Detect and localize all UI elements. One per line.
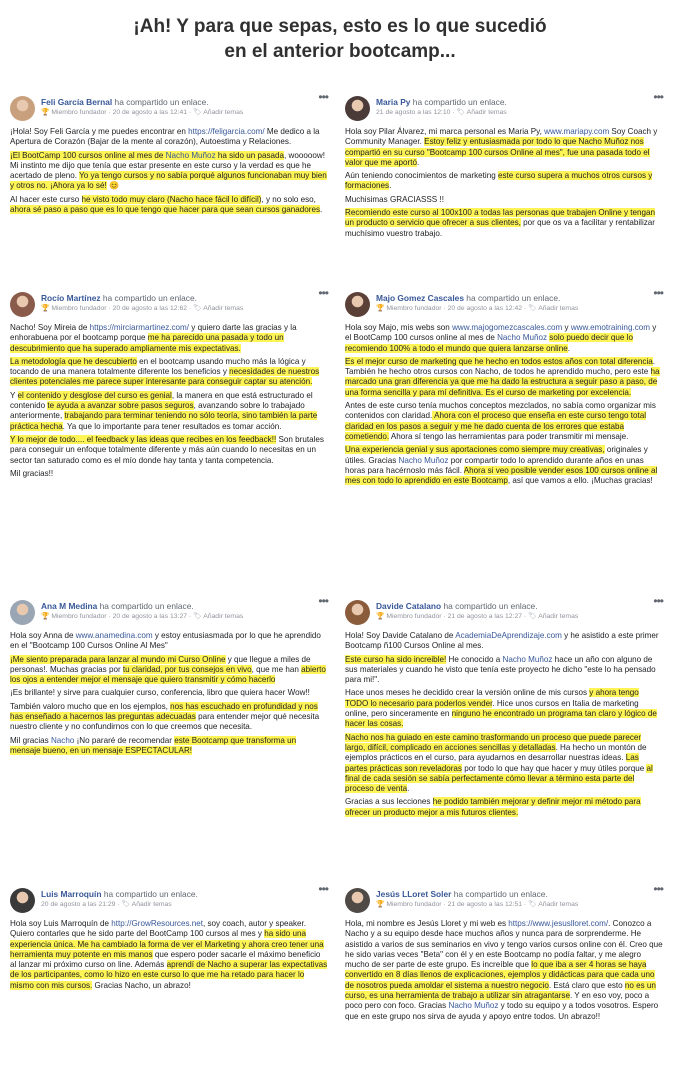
highlighted-text: ha sido un pasada bbox=[215, 150, 285, 160]
post-body bbox=[10, 323, 328, 479]
highlighted-text: La metodología que he descubierto bbox=[10, 356, 137, 366]
add-topics-link[interactable]: Añadir temas bbox=[131, 901, 172, 908]
avatar[interactable] bbox=[10, 96, 35, 121]
text-segment: Y bbox=[10, 390, 18, 400]
text-segment: para entender mejor qué necesita nuestro cliente y no confundirnos con lo que creemos que necesita. bbox=[10, 712, 320, 732]
text-segment: ¡No pararé de recomendar bbox=[74, 735, 175, 745]
text-segment: También valoro mucho que en los ejemplos, bbox=[10, 701, 171, 711]
post-body bbox=[345, 631, 663, 818]
post-paragraph bbox=[345, 797, 663, 818]
text-link[interactable]: http://GrowResources.net bbox=[111, 919, 204, 928]
post-body bbox=[345, 127, 663, 239]
post-paragraph bbox=[345, 688, 663, 729]
testimonial-post bbox=[345, 882, 663, 1025]
text-segment: , que me han bbox=[251, 664, 302, 674]
highlighted-text: ha sido una experiencia única. Me ha cambiado la forma de ver el Marketing y ahora creo tener una herramienta muy potente en mis manos bbox=[10, 929, 324, 959]
post-date[interactable]: 20 de agosto a las 12:62 · bbox=[112, 305, 194, 312]
post-paragraph bbox=[10, 688, 328, 698]
text-segment: y bbox=[562, 323, 571, 332]
shared-text: ha compartido un enlace. bbox=[441, 601, 538, 611]
post-paragraph bbox=[345, 631, 663, 652]
avatar[interactable] bbox=[345, 96, 370, 121]
post-sub bbox=[376, 304, 643, 314]
post-paragraph bbox=[10, 469, 328, 479]
text-segment: . Hice unos cursos en Italia de marketing online, pero sinceramente en bbox=[345, 698, 639, 719]
post-date[interactable]: 20 de agosto a las 12:41 · bbox=[112, 109, 194, 116]
highlighted-text: y ahora tengo TODO lo necesario para poderlos vender bbox=[345, 688, 639, 708]
more-options-icon[interactable]: ••• bbox=[318, 286, 328, 300]
text-link[interactable]: www.majogomezcascales.com bbox=[452, 323, 563, 332]
post-date[interactable]: 21 de agosto a las 12:51 · bbox=[447, 901, 529, 908]
text-segment: que espero poder sacarle el máximo beneficio al lanzar mi próximo curso on line. Además bbox=[10, 949, 321, 970]
text-segment: Gracias Nacho, un abrazo! bbox=[92, 980, 191, 990]
text-segment: por que os va a facilitar y rentabilizar muchísimo vuestro trabajo. bbox=[345, 218, 655, 238]
post-paragraph bbox=[345, 195, 663, 205]
post-date[interactable]: 21 de agosto a las 12:10 · bbox=[376, 109, 457, 116]
founder-badge: Miembro fundador · bbox=[51, 305, 113, 312]
text-segment: originales y útiles. Gracias bbox=[345, 445, 648, 465]
highlighted-text: Yo ya tengo cursos y no sabía porqué algunos funcionaban muy bien y otros no. ¡Ahora ya lo sé! bbox=[10, 171, 327, 191]
text-segment: Hola soy Majo, mis webs son bbox=[345, 323, 453, 332]
highlighted-text: he podido también mejorar y definir mejor mi método para ofrecer un producto mejor a mis futuros clientes. bbox=[345, 797, 641, 817]
shared-text: ha compartido un enlace. bbox=[101, 889, 198, 899]
text-segment: , y no solo eso, bbox=[261, 194, 316, 204]
text-segment: . Y en eso voy, poco a poco pero con foco. Gracias bbox=[345, 991, 650, 1011]
post-body bbox=[10, 631, 328, 756]
more-options-icon[interactable]: ••• bbox=[318, 882, 328, 896]
post-paragraph bbox=[10, 919, 328, 991]
avatar[interactable] bbox=[10, 292, 35, 317]
founder-badge-icon: 🏆 bbox=[41, 305, 52, 312]
post-date[interactable]: 21 de agosto a las 12:27 · bbox=[447, 613, 529, 620]
name-line bbox=[41, 97, 308, 108]
text-segment: Muchas gracias por bbox=[47, 664, 123, 674]
text-segment: . bbox=[320, 205, 323, 215]
shared-text: ha compartido un enlace. bbox=[463, 293, 561, 303]
highlighted-text: he visto todo muy claro (Nacho hace fácil lo difícil) bbox=[81, 194, 262, 204]
founder-badge: Miembro fundador · bbox=[386, 901, 448, 908]
add-topics-link[interactable]: Añadir temas bbox=[538, 613, 579, 620]
text-segment: 😊 bbox=[106, 181, 120, 191]
text-segment: He conocido a bbox=[446, 654, 503, 664]
post-sub bbox=[41, 900, 308, 910]
highlighted-text: trabajando para terminar teniendo no sólo teoría, sino también la parte práctica hecha bbox=[10, 411, 318, 431]
text-segment: . Conozco a Nacho y a su equipo desde hace muchos años y nunca para de sorprenderme. He asistido a varios de sus seminarios en vivo y tengo varios cursos online con él. Creo que he sido varias veces "Beta" con él y en este Bootcamp no podía faltar, y me alegro mucho de ser parte de este grupo. Es increíble que bbox=[345, 919, 663, 970]
tag-icon: 🏷 bbox=[528, 613, 539, 620]
text-segment: Mil gracias!! bbox=[10, 468, 54, 478]
text-link[interactable]: Nacho Muñoz bbox=[502, 654, 553, 664]
author-name[interactable]: Luis Marroquín bbox=[41, 889, 102, 899]
post-header bbox=[345, 90, 663, 124]
post-header bbox=[345, 286, 663, 320]
post-header bbox=[10, 286, 328, 320]
text-segment: por todo lo que hay que hacer y muy útiles porque bbox=[461, 763, 647, 773]
text-segment: . bbox=[389, 181, 392, 191]
post-header bbox=[10, 90, 328, 124]
founder-badge-icon: 🏆 bbox=[376, 613, 387, 620]
post-date[interactable]: 20 de agosto a las 13:27 · bbox=[112, 613, 194, 620]
post-paragraph bbox=[345, 445, 663, 486]
add-topics-link[interactable]: Añadir temas bbox=[538, 901, 579, 908]
post-sub bbox=[376, 900, 643, 910]
heading-line-1: ¡Ah! Y para que sepas, esto es lo que sucedió bbox=[133, 16, 547, 37]
founder-badge: Miembro fundador · bbox=[51, 109, 113, 116]
testimonial-post bbox=[10, 286, 328, 482]
text-segment: . bbox=[417, 157, 420, 167]
name-line bbox=[376, 889, 643, 900]
text-segment: . Ha hecho un montón de ejemplos prácticos en el curso, para ayudarnos en desarrollar nuestras ideas. bbox=[345, 742, 647, 763]
text-segment: Aún teniendo conocimientos de marketing bbox=[345, 171, 498, 181]
post-paragraph bbox=[10, 151, 328, 192]
text-segment: Son brutales para conseguir un enfoque totalmente diferente y más aún cuando lo necesitas en un sector tan saturado como es el mío donde hay tanta y tanta competencia. bbox=[10, 434, 324, 465]
text-segment: y el BootCamp 100 cursos online al mes de bbox=[345, 323, 657, 343]
post-meta bbox=[41, 601, 308, 622]
highlighted-text: ha marcado una gran diferencia ya que me ha dado la estructura a seguir paso a paso, de una forma sencilla y para mí definitiva. Es el curso de marketing por excelencia. bbox=[345, 367, 660, 397]
tag-icon: 🏷 bbox=[528, 305, 539, 312]
post-body bbox=[10, 919, 328, 991]
post-header bbox=[345, 594, 663, 628]
text-link[interactable]: www.anamedina.com bbox=[75, 631, 153, 640]
testimonial-post bbox=[345, 594, 663, 821]
text-segment: Hola soy Anna de bbox=[10, 631, 76, 640]
post-header bbox=[10, 882, 328, 916]
post-meta bbox=[376, 889, 643, 910]
post-paragraph bbox=[345, 733, 663, 795]
post-paragraph bbox=[10, 631, 328, 652]
tag-icon: 🏷 bbox=[193, 305, 204, 312]
add-topics-link[interactable]: Añadir temas bbox=[203, 305, 244, 312]
text-segment: y quiero darte las gracias y la enhorabuena por el bootcamp porque bbox=[10, 323, 297, 343]
highlighted-text: al final de cada sesión se sabía perfectamente cómo llevar a término esta parte del proceso de venta bbox=[345, 763, 653, 794]
name-line bbox=[376, 293, 643, 304]
highlighted-text: Es el mejor curso de marketing que he hecho en todos estos años con total diferencia bbox=[345, 356, 653, 366]
more-options-icon[interactable]: ••• bbox=[318, 594, 328, 608]
text-segment: . Ya que lo importante para tener resultados es tomar acción. bbox=[62, 421, 282, 431]
avatar[interactable] bbox=[10, 888, 35, 913]
text-segment: . bbox=[407, 784, 410, 794]
text-segment: y estoy entusiasmada por lo que he aprendido en el "Bootcamp 100 Cursos Online Al Mes" bbox=[10, 631, 321, 651]
post-paragraph bbox=[345, 171, 663, 192]
post-sub bbox=[41, 612, 308, 622]
testimonial-post bbox=[345, 90, 663, 242]
text-link[interactable]: Nacho Muñoz bbox=[398, 455, 449, 465]
text-segment: en el bootcamp usando mucho más la lógica y tocando de una manera totalmente diferente los beneficios y bbox=[10, 356, 306, 377]
text-segment: , así que vamos a ello. ¡Muchas gracias! bbox=[507, 476, 653, 486]
author-name[interactable]: Rocío Martínez bbox=[41, 293, 101, 303]
text-segment: Nacho! Soy Mireia de bbox=[10, 323, 90, 332]
text-segment: por compartir todo lo aprendido durante años en unas horas para hacérnoslo más fácil. bbox=[345, 455, 644, 475]
highlighted-text: Ahora con el proceso que enseña en este curso tengo total claridad en los pasos a seguir y me he dado cuenta de los errores que estaba cometiendo. bbox=[345, 411, 647, 441]
highlighted-link[interactable]: Nacho Muñoz bbox=[165, 150, 216, 160]
post-paragraph bbox=[10, 127, 328, 148]
text-segment: Muchisimas GRACIASSS !! bbox=[345, 194, 444, 204]
tag-icon: 🏷 bbox=[528, 901, 539, 908]
text-segment: . bbox=[567, 343, 570, 353]
text-segment: Hola, mi nombre es Jesús Lloret y mi web es bbox=[345, 919, 509, 928]
text-segment: Me dedico a la Apertura de Corazón (Bajar de la mente al corazón), Autoestima y Relaciones. bbox=[10, 127, 320, 147]
founder-badge-icon: 🏆 bbox=[376, 305, 387, 312]
highlighted-text: solo puedo decir que lo recomiendo 100% a todo el mundo que quiera lanzarse online bbox=[345, 333, 633, 353]
highlighted-text: Nacho nos ha guiado en este camino trasformando un proceso que puede parecer largo, difícil, complicado en acciones sencillas y detalladas bbox=[345, 732, 642, 752]
highlighted-text: Recomiendo este curso al 100x100 a todas las personas que trabajen Online y tengan un producto o servicio que ofrecer a sus clientes, bbox=[345, 208, 656, 228]
founder-badge-icon: 🏆 bbox=[41, 613, 52, 620]
post-paragraph bbox=[345, 655, 663, 686]
text-segment: Hola! Soy Davide Catalano de bbox=[345, 631, 456, 640]
add-topics-link[interactable]: Añadir temas bbox=[203, 109, 244, 116]
text-segment: Ahora sí tengo las herramientas para poder transmitir mi mensaje. bbox=[389, 431, 629, 441]
post-paragraph bbox=[345, 127, 663, 168]
post-meta bbox=[41, 293, 308, 314]
highlighted-text: aprendí de Nacho a superar las expectativas de los participantes, como lo hizo en este curso lo que me ha retado para hacer lo mismo con mis cursos. bbox=[10, 960, 328, 990]
text-link[interactable]: Nacho Muñoz bbox=[448, 1001, 499, 1011]
author-name[interactable]: Jesús LLoret Soler bbox=[376, 889, 452, 899]
highlighted-text: el contenido y desglose del curso es genial bbox=[17, 390, 172, 400]
highlighted-text: Una experiencia genial y sus aportaciones como siempre muy creativas, bbox=[345, 445, 605, 455]
author-name[interactable]: Majo Gomez Cascales bbox=[376, 293, 464, 303]
shared-text: ha compartido un enlace. bbox=[410, 97, 507, 107]
highlighted-text: Las partes prácticas son reveladoras bbox=[345, 753, 639, 773]
highlighted-text: ahora sé paso a paso que es lo que tengo que hacer para que sean cursos ganadores bbox=[10, 205, 321, 215]
testimonial-post bbox=[10, 90, 328, 218]
text-segment: . También he hecho otros cursos con Nacho, de todos he aprendido mucho, pero este bbox=[345, 356, 655, 377]
post-paragraph bbox=[10, 702, 328, 733]
text-segment: , avanzando sobre lo trabajado anteriormente, bbox=[10, 401, 305, 421]
highlighted-text: me ha parecido una pasada y todo un descubrimiento que ha superado ampliamente mis expectativas. bbox=[10, 333, 284, 353]
text-link[interactable]: Nacho bbox=[50, 735, 75, 745]
name-line bbox=[376, 601, 643, 612]
text-segment: . Está claro que esto bbox=[548, 980, 625, 990]
post-meta bbox=[41, 97, 308, 118]
tag-icon: 🏷 bbox=[193, 613, 204, 620]
post-date[interactable]: 20 de agosto a las 21:29 · bbox=[41, 901, 122, 908]
more-options-icon[interactable]: ••• bbox=[653, 90, 663, 104]
shared-text: ha compartido un enlace. bbox=[112, 97, 209, 107]
text-segment: , la manera en que está estructurado el contenido bbox=[10, 390, 313, 411]
text-segment: y todo su equipo y a todos vosotros. Espero que en este grupo nos sirva de ayuda y apoyo entre todos. Un abrazo!! bbox=[345, 1001, 659, 1021]
shared-text: ha compartido un enlace. bbox=[100, 293, 197, 303]
author-name[interactable]: Davide Catalano bbox=[376, 601, 442, 611]
post-paragraph bbox=[10, 655, 328, 686]
post-paragraph bbox=[10, 323, 328, 354]
post-sub bbox=[41, 108, 308, 118]
post-paragraph bbox=[345, 208, 663, 239]
text-link[interactable]: Nacho Muñoz bbox=[497, 333, 548, 343]
author-name[interactable]: Maria Py bbox=[376, 97, 411, 107]
highlighted-text: necesidades de nuestros clientes potenciales me parece super interesante para conseguir captar su atención. bbox=[10, 367, 320, 387]
highlighted-text: Ahora si veo posible vender esos 100 cursos online al mes con todo lo aprendido en este Bootcamp bbox=[345, 465, 658, 486]
name-line bbox=[376, 97, 643, 108]
avatar[interactable] bbox=[345, 888, 370, 913]
text-segment: , wooooow! Mi instinto me dijo que tenía que estar presente en este curso y la verdad es que he acertado de pleno. bbox=[10, 150, 325, 181]
text-segment: ¡Es brillante! y sirve para cualquier curso, conferencia, libro que quiera hacer Wow!! bbox=[10, 688, 310, 698]
text-segment: , soy coach, autor y speaker. Quiero contarles que he sido parte del BootCamp 100 cursos al mes y bbox=[10, 919, 307, 939]
post-meta bbox=[376, 293, 643, 314]
post-sub bbox=[376, 108, 643, 118]
shared-text: ha compartido un enlace. bbox=[97, 601, 194, 611]
text-segment: Hola soy Pilar Álvarez, mi marca personal es Maria Py, bbox=[345, 127, 545, 136]
founder-badge: Miembro fundador · bbox=[386, 305, 448, 312]
text-segment: ¡Hola! Soy Feli García y me puedes encontrar en bbox=[10, 127, 189, 136]
text-link[interactable]: https://mirciarmartinez.com/ bbox=[89, 323, 190, 332]
testimonial-post bbox=[10, 594, 328, 759]
text-segment: y que llegue a miles de personas!. bbox=[10, 654, 311, 674]
avatar[interactable] bbox=[10, 600, 35, 625]
founder-badge: Miembro fundador · bbox=[51, 613, 113, 620]
author-name[interactable]: Feli García Bernal bbox=[41, 97, 113, 107]
highlighted-text: ¡El BootCamp 100 cursos online al mes de bbox=[10, 150, 166, 160]
avatar[interactable] bbox=[345, 600, 370, 625]
highlighted-text: abierto los ojos a entender mejor el mensaje que quiero transmitir y cómo hacerlo bbox=[10, 664, 326, 685]
tag-icon: 🏷 bbox=[456, 109, 467, 116]
post-paragraph bbox=[10, 435, 328, 466]
tag-icon: 🏷 bbox=[193, 109, 204, 116]
text-link[interactable]: https://www.jesuslloret.com/ bbox=[508, 919, 609, 928]
name-line bbox=[41, 601, 308, 612]
post-body bbox=[345, 919, 663, 1022]
text-segment: hace un año con alguno de sus materiales y cuando he visto que tenía este proyecto he dicho "este lo ha pensado para mi!". bbox=[345, 654, 656, 685]
more-options-icon[interactable]: ••• bbox=[653, 594, 663, 608]
highlighted-text: Este curso ha sido increible! bbox=[345, 654, 447, 664]
highlighted-text: no es un curso, es una herramienta de trabajo a utilizar sin atragantarse bbox=[345, 980, 656, 1001]
highlighted-text: Y lo mejor de todo.... el feedback y las ideas que recibes en los feedback!! bbox=[10, 434, 277, 444]
post-paragraph bbox=[10, 195, 328, 216]
highlighted-text: ninguno he encontrado un programa tan claro y lógico de hacer las cosas. bbox=[345, 709, 657, 729]
highlighted-text: tu claridad, por tus consejos en vivo bbox=[122, 664, 252, 674]
highlighted-text: este curso supera a muchos otros cursos y formaciones bbox=[345, 171, 653, 191]
text-segment: Antes de este curso tenía muchos conceptos mezclados, no sabía como organizar mis contenidos con claridad. bbox=[345, 401, 656, 421]
shared-text: ha compartido un enlace. bbox=[451, 889, 548, 899]
more-options-icon[interactable]: ••• bbox=[318, 90, 328, 104]
post-paragraph bbox=[345, 357, 663, 398]
highlighted-text: Estoy feliz y entusiasmada por todo lo que Nacho Muñoz nos compartió en su curso "Bootcamp 100 cursos Online al mes", fue una pasada todo el valor que me aportó bbox=[345, 137, 650, 167]
text-segment: y he asistido a este primer Bootcamp ñ100 Cursos Online al mes. bbox=[345, 631, 659, 651]
post-sub bbox=[376, 612, 643, 622]
highlighted-text: este Bootcamp que transforma un mensaje bueno, en un mensaje ESPECTACULAR! bbox=[10, 735, 297, 755]
more-options-icon[interactable]: ••• bbox=[653, 286, 663, 300]
text-link[interactable]: AcademiaDeAprendizaje.com bbox=[455, 631, 562, 640]
author-name[interactable]: Ana M Medina bbox=[41, 601, 98, 611]
more-options-icon[interactable]: ••• bbox=[653, 882, 663, 896]
post-sub bbox=[41, 304, 308, 314]
add-topics-link[interactable]: Añadir temas bbox=[466, 109, 507, 116]
name-line bbox=[41, 293, 308, 304]
post-date[interactable]: 20 de agosto a las 12:42 · bbox=[447, 305, 529, 312]
post-header bbox=[345, 882, 663, 916]
text-segment: Gracias a sus lecciones bbox=[345, 797, 433, 807]
post-paragraph bbox=[345, 323, 663, 354]
post-meta bbox=[376, 601, 643, 622]
post-paragraph bbox=[10, 736, 328, 757]
name-line bbox=[41, 889, 308, 900]
add-topics-link[interactable]: Añadir temas bbox=[203, 613, 244, 620]
highlighted-text: te ayuda a avanzar sobre pasos seguros bbox=[47, 401, 194, 411]
text-segment: Soy Coach y Community Manager. bbox=[345, 127, 658, 147]
text-link[interactable]: www.emotraining.com bbox=[570, 323, 650, 332]
highlighted-text: nos has escuchado en profundidad y nos has enseñado a hacernos las preguntas adecuadas bbox=[10, 701, 318, 722]
highlighted-text: lo que iba a ser 4 horas se haya convertido en 8 días llenos de explicaciones, ejemplos y didácticas para que cada uno de nosotros pueda amoldar el sistema a nuestro negocio bbox=[345, 960, 655, 990]
avatar[interactable] bbox=[345, 292, 370, 317]
testimonial-post bbox=[345, 286, 663, 489]
heading-line-2: en el anterior bootcamp... bbox=[224, 41, 456, 62]
founder-badge-icon: 🏆 bbox=[41, 109, 52, 116]
founder-badge: Miembro fundador · bbox=[386, 613, 448, 620]
post-meta bbox=[376, 97, 643, 118]
text-segment: Mil gracias bbox=[10, 735, 51, 745]
text-segment: Al hacer este curso bbox=[10, 194, 82, 204]
text-link[interactable]: www.mariapy.com bbox=[544, 127, 610, 136]
post-paragraph bbox=[10, 391, 328, 432]
testimonial-post bbox=[10, 882, 328, 994]
founder-badge-icon: 🏆 bbox=[376, 901, 387, 908]
text-segment: Hace unos meses he decidido crear la versión online de mis cursos bbox=[345, 688, 590, 698]
tag-icon: 🏷 bbox=[121, 901, 132, 908]
text-link[interactable]: https://feligarcia.com/ bbox=[188, 127, 265, 136]
post-body bbox=[10, 127, 328, 215]
post-paragraph bbox=[10, 357, 328, 388]
post-meta bbox=[41, 889, 308, 910]
post-paragraph bbox=[345, 919, 663, 1022]
text-segment: Hola soy Luis Marroquín de bbox=[10, 919, 112, 928]
highlighted-text: ¡Me siento preparada para lanzar al mundo mi Curso Online bbox=[10, 654, 226, 664]
post-paragraph bbox=[345, 401, 663, 442]
post-body bbox=[345, 323, 663, 486]
page-heading bbox=[0, 14, 680, 64]
add-topics-link[interactable]: Añadir temas bbox=[538, 305, 579, 312]
post-header bbox=[10, 594, 328, 628]
